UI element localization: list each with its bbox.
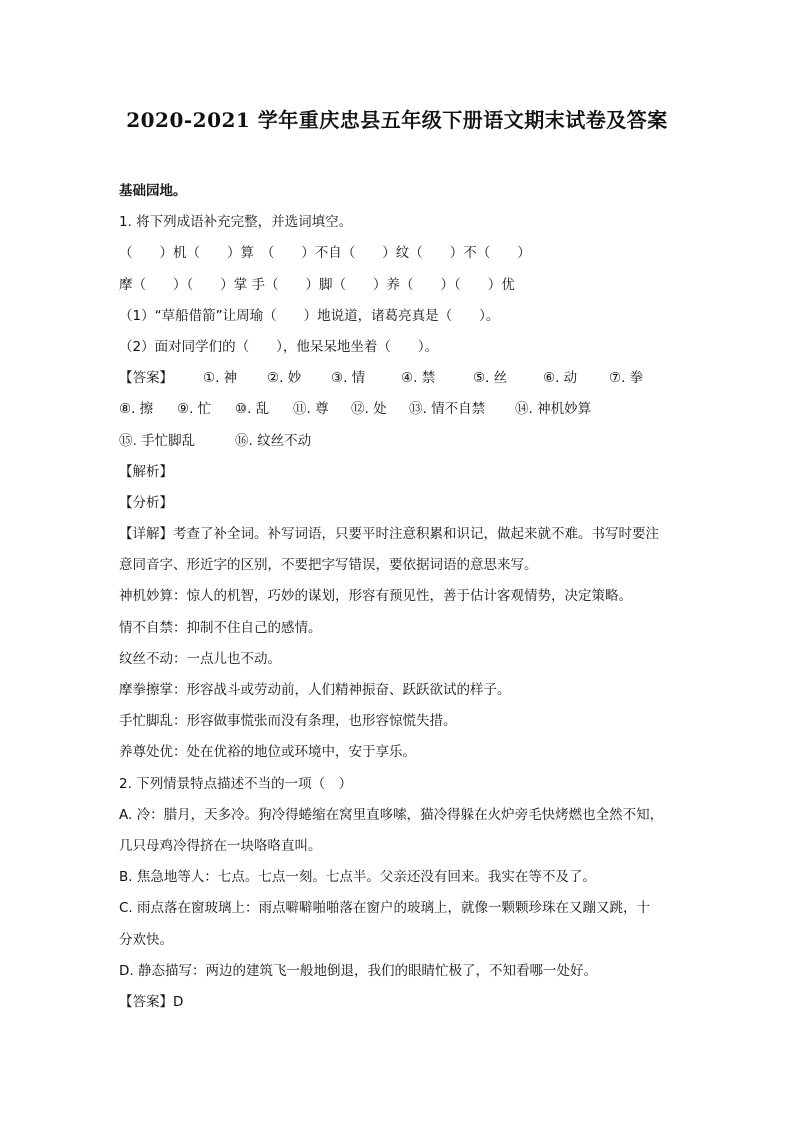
question-2-option-d: D. 静态描写：两边的建筑飞一般地倒退，我们的眼睛忙极了，不知看哪一处好。 [119,962,597,979]
detail-text-line-2: 意同音字、形近字的区别，不要把字写错误，要依据词语的意思来写。 [119,557,538,574]
answer-item: ⑭. 神机妙算 [515,401,592,418]
answer-label: 【答案】 [119,370,173,387]
question-2-option-c-line-1: C. 雨点落在窗玻璃上：雨点噼噼啪啪落在窗户的玻璃上，就像一颗颗珍珠在又蹦又跳，十 [119,900,651,917]
fenxi-label: 【分析】 [119,494,173,511]
answer-item: ⑤. 丝 [473,370,508,387]
section-heading: 基础园地。 [119,183,187,199]
question-2-option-a-line-1: A. 冷：腊月，天多冷。狗冷得蜷缩在窝里直哆嗦，猫冷得躲在火炉旁毛快烤燃也全然不知， [119,806,664,823]
question-1-idiom-row-2: 摩（ ）（ ）掌 手（ ）脚（ ）养（ ）（ ）优 [119,276,515,293]
answer-item: ⑥. 动 [543,370,578,387]
answer-item: ⑫. 处 [351,401,387,418]
question-2-option-c-line-2: 分欢快。 [119,931,173,948]
idiom-definition: 纹丝不动：一点儿也不动。 [119,650,281,667]
question-1-answer-row-1 [119,363,679,394]
question-1-prompt: 1. 将下列成语补充完整，并选词填空。 [119,214,353,231]
idiom-definition: 摩拳擦掌：形容战斗或劳动前，人们精神振奋、跃跃欲试的样子。 [119,682,511,698]
analysis-label: 【解析】 [119,463,173,480]
answer-item: ④. 禁 [401,370,436,387]
document-body [119,176,679,1018]
answer-item: ⑦. 拳 [609,370,644,387]
question-2-prompt: 2. 下列情景特点描述不当的一项（ ） [119,775,353,792]
answer-item: ①. 神 [203,370,238,387]
idiom-definition: 神机妙算：惊人的机智，巧妙的谋划，形容有预见性，善于估计客观情势，决定策略。 [119,588,632,605]
answer-item: ⑧. 擦 [119,401,154,418]
question-2-option-b: B. 焦急地等人：七点。七点一刻。七点半。父亲还没有回来。我实在等不及了。 [119,869,596,886]
answer-item: ⑮. 手忙脚乱 [119,432,196,449]
idiom-definition: 情不自禁：抑制不住自己的感情。 [119,619,322,636]
document-title: 2020-2021 学年重庆忠县五年级下册语文期末试卷及答案 [126,108,668,132]
answer-item: ⑯. 纹丝不动 [235,432,312,449]
question-1-answer-row-2 [119,394,679,425]
idiom-definition: 手忙脚乱：形容做事慌张而没有条理，也形容惊慌失措。 [119,713,457,730]
question-1-idiom-row-1: （ ）机（ ）算 （ ）不自（ ）纹（ ）不（ ） [119,245,531,262]
answer-item: ③. 情 [331,370,366,387]
answer-item: ⑨. 忙 [177,401,212,418]
answer-item: ⑬. 情不自禁 [409,401,486,418]
question-1-fill-sentence-2: （2）面对同学们的（ ），他呆呆地坐着（ ）。 [119,338,439,355]
question-1-fill-sentence-1: （1）“草船借箭”让周瑜（ ）地说道，诸葛亮真是（ ）。 [119,307,500,324]
answer-item: ⑪. 尊 [293,401,329,418]
detail-text-line-1: 【详解】考查了补全词。补写词语，只要平时注意积累和识记，做起来就不难。书写时要注 [119,526,659,543]
question-2-answer: 【答案】D [119,993,184,1010]
answer-item: ②. 妙 [267,370,302,387]
idiom-definition: 养尊处优：处在优裕的地位或环境中，安于享乐。 [119,744,416,761]
question-2-option-a-line-2: 几只母鸡冷得挤在一块咯咯直叫。 [119,837,322,854]
question-1-answer-row-3 [119,426,679,457]
answer-item: ⑩. 乱 [235,401,270,418]
